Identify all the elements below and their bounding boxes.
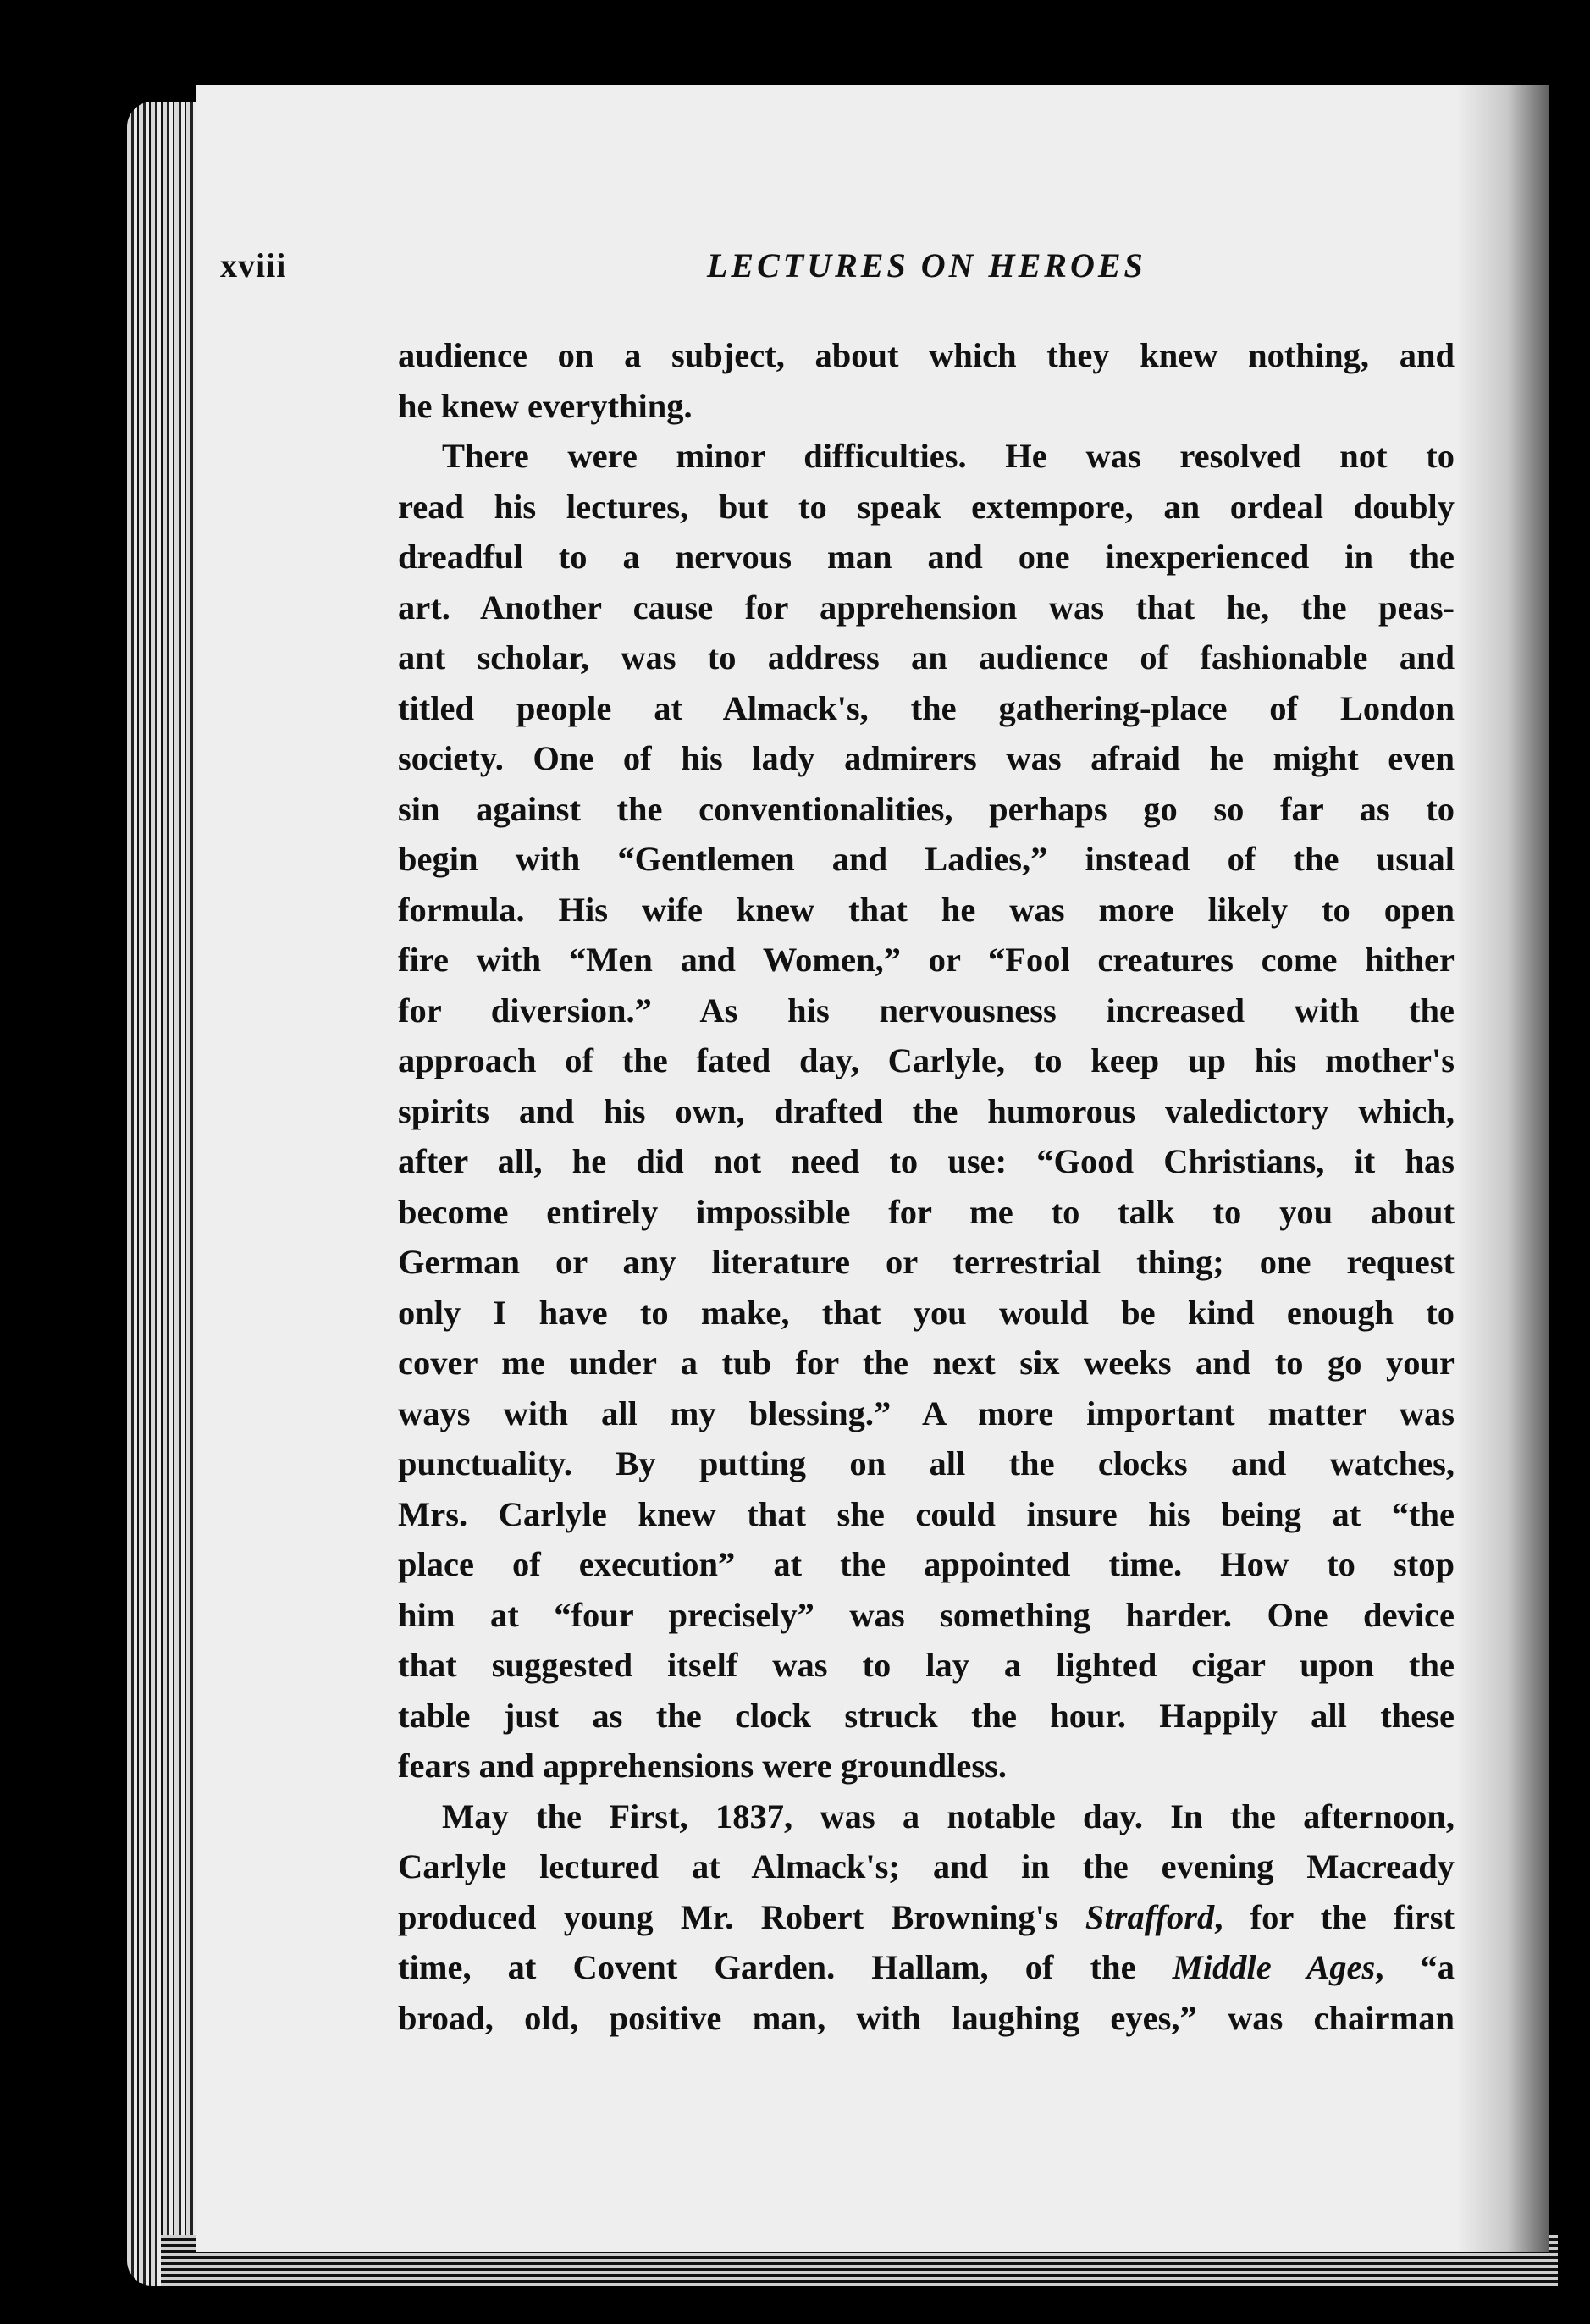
text-line: table just as the clock struck the hour. Happily all these — [398, 1696, 1455, 1735]
text-line: dreadful to a nervous man and one inexperienced in the — [398, 538, 1455, 576]
text-line — [398, 1892, 1455, 1943]
text-line: that suggested itself was to lay a lighted cigar upon the — [398, 1646, 1455, 1684]
text-line: he knew everything. — [398, 386, 693, 425]
text-line: art. Another cause for apprehension was that he, the peas- — [398, 588, 1455, 627]
text-line: ways with all my blessing.” A more important matter was — [398, 1394, 1455, 1432]
text-line: Mrs. Carlyle knew that she could insure his being at “the — [398, 1494, 1455, 1533]
text-line: fire with “Men and Women,” or “Fool creatures come hither — [398, 941, 1455, 979]
paragraph — [398, 431, 1455, 1791]
text-line: cover me under a tub for the next six weeks and to go your — [398, 1344, 1455, 1382]
text-line: approach of the fated day, Carlyle, to keep up his mother's — [398, 1041, 1455, 1079]
text-line: ant scholar, was to address an audience of fashionable and — [398, 638, 1455, 676]
text-line: read his lectures, but to speak extempore, an ordeal doubly — [398, 487, 1455, 526]
text-line: There were minor difficulties. He was resolved not to — [442, 437, 1455, 475]
text-line: begin with “Gentlemen and Ladies,” instead of the usual — [398, 840, 1455, 878]
text-run: , for the first — [1214, 1897, 1455, 1936]
text-line: punctuality. By putting on all the clocks and watches, — [398, 1444, 1455, 1482]
text-line: society. One of his lady admirers was afraid he might even — [398, 739, 1455, 777]
book-page-edges — [127, 102, 203, 2286]
text-line: titled people at Almack's, the gathering-place of London — [398, 688, 1455, 727]
text-run: produced young Mr. Robert Browning's — [398, 1897, 1085, 1936]
text-line: only I have to make, that you would be kind enough to — [398, 1293, 1455, 1332]
text-run: , “a — [1375, 1948, 1455, 1986]
text-line: spirits and his own, drafted the humorous valedictory which, — [398, 1091, 1455, 1130]
running-head — [220, 246, 1168, 293]
text-line: place of execution” at the appointed time. How to stop — [398, 1545, 1455, 1583]
work-title-middle-ages: Middle Ages — [1172, 1948, 1376, 1986]
text-line: broad, old, positive man, with laughing eyes,” was chairman — [398, 1998, 1455, 2037]
text-line: for diversion.” As his nervousness increased with the — [398, 991, 1455, 1030]
text-line: formula. His wife knew that he was more likely to open — [398, 890, 1455, 929]
text-line: become entirely impossible for me to talk to you about — [398, 1192, 1455, 1231]
text-line: audience on a subject, about which they knew nothing, and — [398, 336, 1455, 374]
running-title: LECTURES ON HEROES — [707, 246, 1146, 284]
text-run: time, at Covent Garden. Hallam, of the — [398, 1948, 1173, 1986]
text-line: sin against the conventionalities, perhaps go so far as to — [398, 789, 1455, 828]
text-line: after all, he did not need to use: “Good Christians, it has — [398, 1142, 1455, 1180]
page-number: xviii — [220, 246, 287, 284]
page-gutter-shadow — [1456, 85, 1549, 2252]
body-text — [398, 330, 1455, 2043]
paragraph — [398, 330, 1455, 431]
text-line: fears and apprehensions were groundless. — [398, 1747, 1007, 1785]
paragraph — [398, 1791, 1455, 2044]
text-line: Carlyle lectured at Almack's; and in the evening Macready — [398, 1847, 1455, 1885]
text-line: May the First, 1837, was a notable day. In the afternoon, — [442, 1797, 1455, 1835]
text-line — [398, 1942, 1455, 1993]
work-title-strafford: Strafford — [1085, 1897, 1215, 1936]
text-line: German or any literature or terrestrial thing; one request — [398, 1243, 1455, 1281]
text-line: him at “four precisely” was something harder. One device — [398, 1595, 1455, 1634]
